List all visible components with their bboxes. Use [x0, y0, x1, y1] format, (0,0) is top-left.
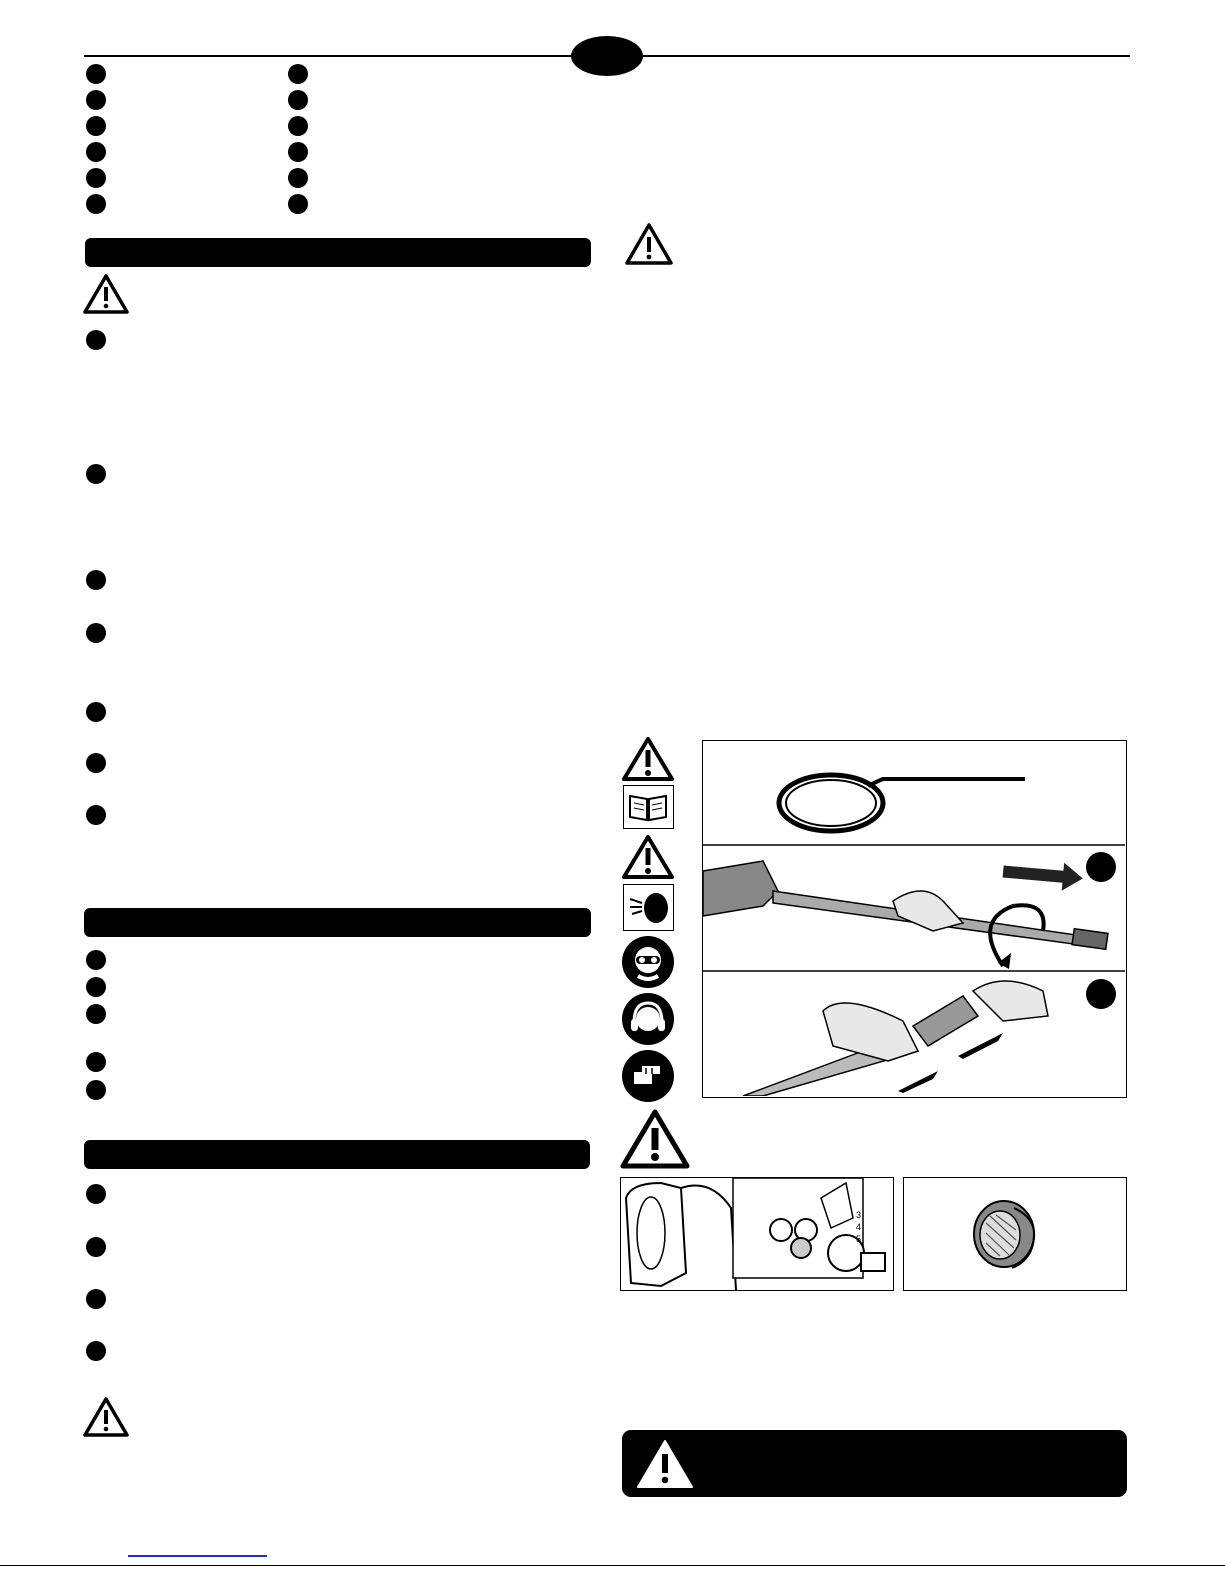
figure-lance-assembly — [702, 740, 1127, 1098]
list-bullet — [86, 464, 106, 484]
read-manual-icon — [623, 785, 674, 829]
gloves-icon — [622, 1050, 674, 1102]
goggles-icon — [622, 936, 674, 988]
list-bullet — [86, 330, 106, 350]
legend-bullet — [288, 194, 308, 214]
list-bullet — [86, 1052, 106, 1072]
legend-bullet — [288, 90, 308, 110]
legend-bullet — [86, 168, 106, 188]
language-badge — [571, 36, 643, 76]
spray-hazard-icon — [623, 884, 674, 931]
warning-triangle-icon — [622, 736, 674, 782]
section-title — [84, 914, 96, 931]
section-header-3 — [84, 1140, 590, 1169]
warning-triangle-icon — [625, 222, 673, 266]
legend-bullet — [288, 64, 308, 84]
panel-number-badge — [1086, 852, 1116, 882]
legend-bullet — [86, 142, 106, 162]
list-bullet — [86, 950, 106, 970]
legend-bullet — [288, 116, 308, 136]
panel-number-badge — [1086, 979, 1116, 1009]
list-bullet — [86, 570, 106, 590]
list-bullet — [86, 1004, 106, 1024]
nozzle-adjust-illustration — [743, 981, 1048, 1096]
svg-text:4: 4 — [856, 1222, 862, 1232]
legend-bullet — [86, 64, 106, 84]
svg-text:3: 3 — [856, 1210, 862, 1220]
list-bullet — [86, 977, 106, 997]
list-bullet — [86, 1341, 106, 1361]
list-bullet — [86, 623, 106, 643]
warning-triangle-icon — [622, 834, 674, 880]
ear-protection-icon — [622, 993, 674, 1045]
list-bullet — [86, 702, 106, 722]
footer-rule — [0, 1565, 1225, 1566]
section-title — [85, 244, 97, 261]
list-bullet — [86, 805, 106, 825]
list-bullet — [86, 1080, 106, 1100]
svg-text:5: 5 — [856, 1234, 862, 1244]
coiled-hose-illustration — [779, 775, 1025, 831]
list-bullet — [86, 1289, 106, 1309]
legend-bullet — [86, 116, 106, 136]
list-bullet — [86, 1184, 106, 1204]
figure-inlet-filter — [903, 1177, 1127, 1291]
warning-triangle-icon — [83, 273, 129, 315]
figure-water-inlet — [620, 1177, 894, 1291]
section-title — [84, 1146, 96, 1163]
legend-bullet — [288, 168, 308, 188]
lance-attach-illustration — [703, 858, 1108, 969]
footer-link[interactable] — [128, 1555, 267, 1557]
list-bullet — [86, 753, 106, 773]
legend-bullet — [86, 90, 106, 110]
section-header-1 — [85, 238, 591, 267]
legend-bullet — [288, 142, 308, 162]
section-header-2 — [84, 908, 591, 937]
warning-triangle-icon — [636, 1438, 694, 1490]
warning-triangle-icon — [620, 1108, 690, 1170]
legend-bullet — [86, 194, 106, 214]
warning-triangle-icon — [83, 1396, 129, 1438]
list-bullet — [86, 1237, 106, 1257]
warning-banner — [622, 1430, 1127, 1497]
